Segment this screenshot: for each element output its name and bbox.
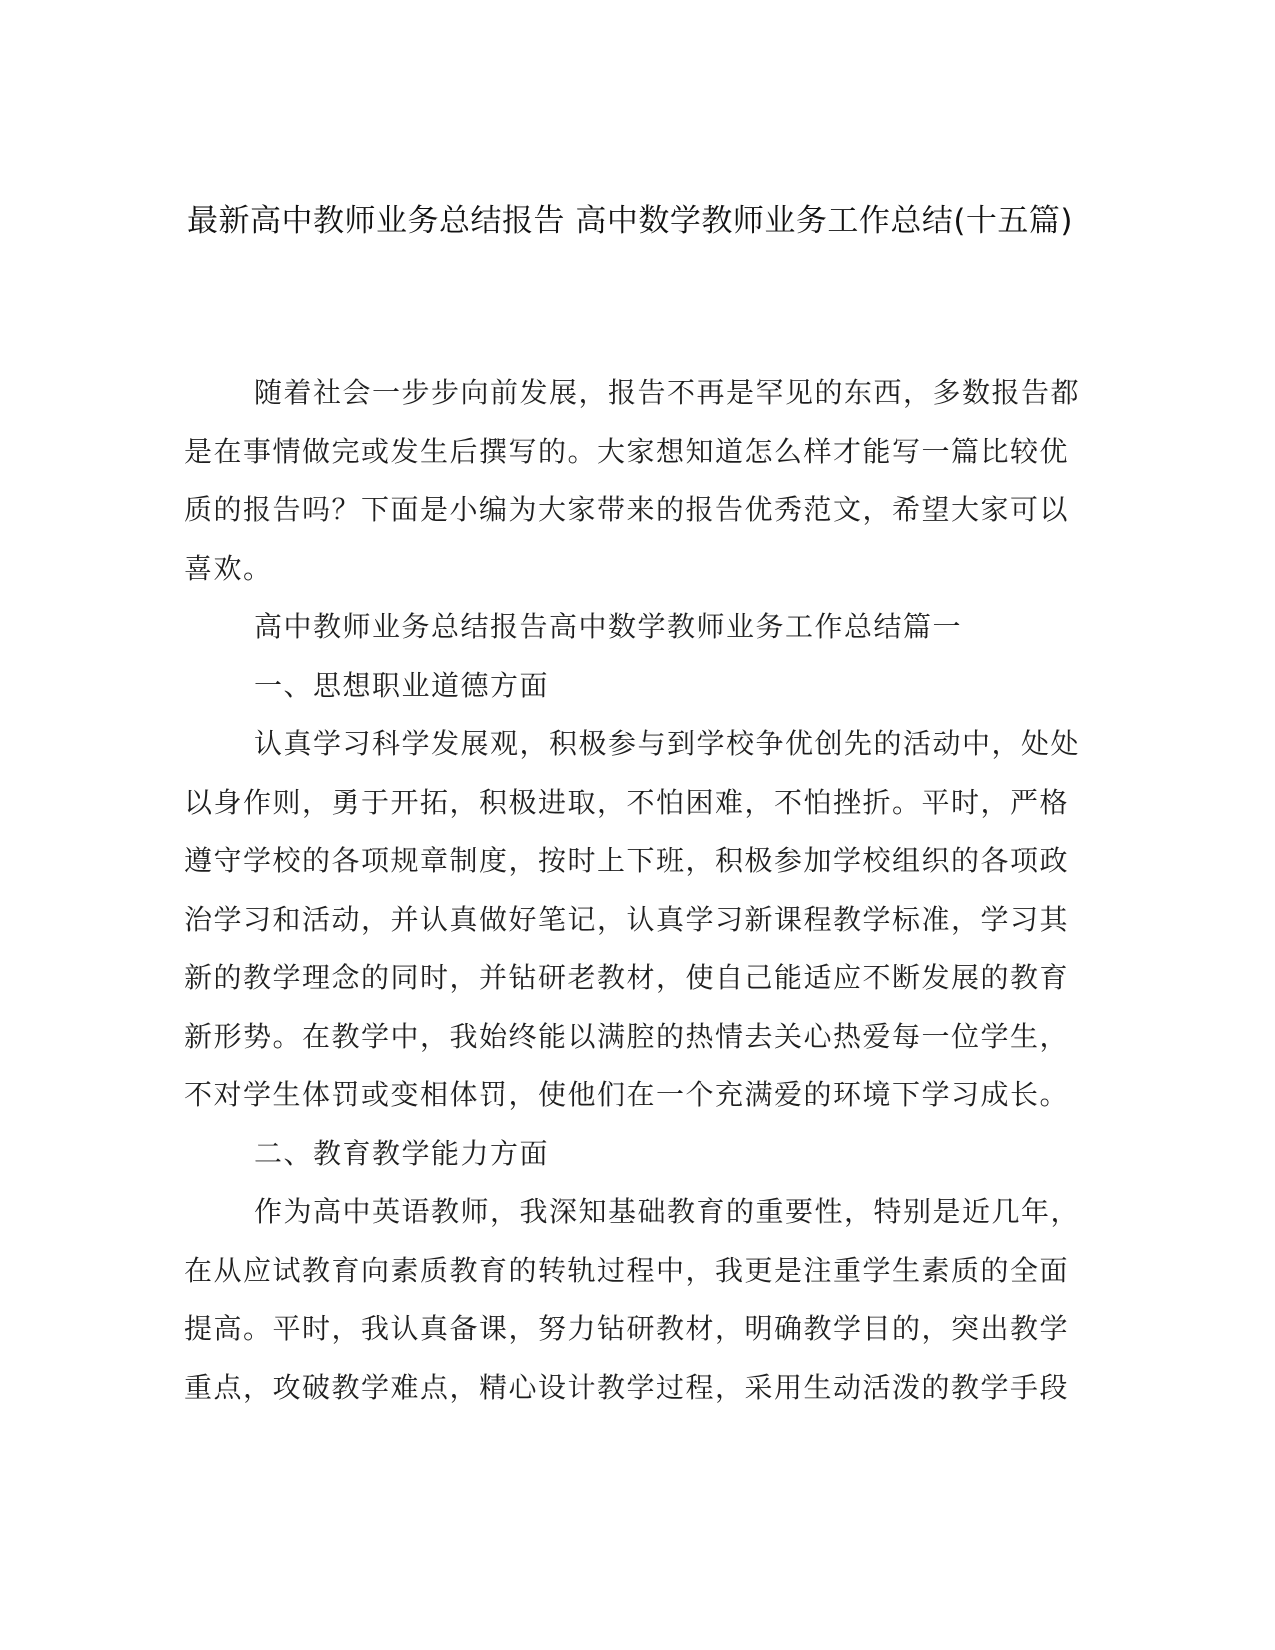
intro-paragraph: 随着社会一步步向前发展，报告不再是罕见的东西，多数报告都是在事情做完或发生后撰写的。大家想知道怎么样才能写一篇比较优质的报告吗？下面是小编为大家带来的报告优秀范文，希望大家可以喜欢。	[184, 376, 1081, 585]
teaching-ability-paragraph: 作为高中英语教师，我深知基础教育的重要性，特别是近几年，在从应试教育向素质教育的转轨过程中，我更是注重学生素质的全面提高。平时，我认真备课，努力钻研教材，明确教学目的，突出教学重点，攻破教学难点，精心设计教学过程，采用生动活泼的教学手段	[184, 1195, 1081, 1404]
subheading-ethics: 一、思想职业道德方面	[254, 668, 550, 702]
subheading-teaching-ability: 二、教育教学能力方面	[254, 1136, 550, 1170]
section-heading-part-one: 高中教师业务总结报告高中数学教师业务工作总结篇一	[254, 610, 963, 643]
ethics-paragraph: 认真学习科学发展观，积极参与到学校争优创先的活动中，处处以身作则，勇于开拓，积极进取，不怕困难，不怕挫折。平时，严格遵守学校的各项规章制度，按时上下班，积极参加学校组织的各项政治学习和活动，并认真做好笔记，认真学习新课程教学标准，学习其新的教学理念的同时，并钻研老教材，使自己能适应不断发展的教育新形势。在教学中，我始终能以满腔的热情去关心热爱每一位学生，不对学生体罚或变相体罚，使他们在一个充满爱的环境下学习成长。	[184, 727, 1081, 1111]
document-body	[184, 364, 1084, 1417]
document-title: 最新高中教师业务总结报告 高中数学教师业务工作总结(十五篇)	[186, 203, 1074, 239]
